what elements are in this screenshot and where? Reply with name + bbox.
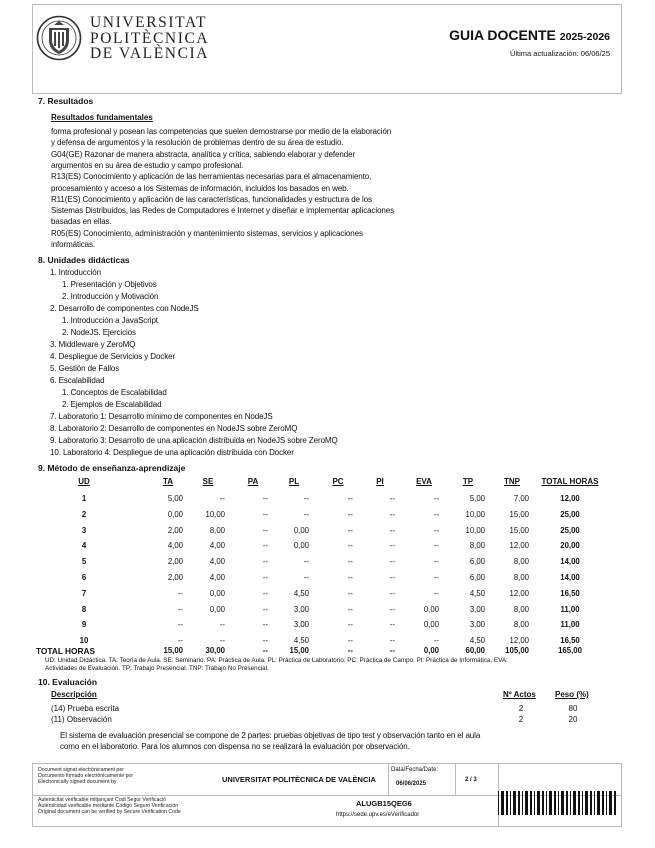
unit-item: 9. Laboratorio 3: Desarrollo de una aplicación distribuida en NodeJS sobre ZeroMQ (50, 436, 338, 445)
unit-item: 8. Laboratorio 2: Desarrollo de componentes en NodeJS sobre ZeroMQ (50, 424, 298, 433)
barcode-bar (506, 791, 508, 815)
method-cell: 2,00 (167, 557, 183, 567)
method-total-cell: 60,00 (465, 646, 485, 655)
method-cell: -- (262, 557, 268, 567)
method-total-cell: 165,00 (558, 646, 582, 655)
method-cell: 8,00 (469, 541, 485, 551)
section-heading-units: 8. Unidades didácticas (38, 255, 130, 265)
footer-verification-code: ALUGB15QEG6 (356, 799, 412, 808)
unit-item: 4. Despliegue de Servicios y Docker (50, 352, 176, 361)
unit-item: 2. Introducción y Motivación (62, 292, 159, 301)
method-cell: -- (303, 557, 309, 567)
method-cell: -- (347, 557, 353, 567)
method-cell: -- (347, 620, 353, 630)
footer-divider (388, 764, 389, 795)
method-cell: -- (177, 604, 183, 614)
method-total-cell: 15,00 (163, 646, 183, 655)
method-cell: -- (219, 620, 225, 630)
method-cell: -- (262, 620, 268, 630)
barcode-bar (522, 791, 523, 815)
barcode-bar (578, 791, 580, 815)
method-cell: 4,00 (209, 541, 225, 551)
evaluation-col-description: Descripción (51, 690, 97, 699)
method-cell: 2 (81, 509, 87, 519)
barcode-bar (597, 791, 600, 815)
results-line: basadas en ellas. (51, 217, 112, 227)
footer-verify-line: Autenticidad verificable mediante Código Seguro Verificación (38, 803, 179, 809)
method-cell: 3,00 (293, 620, 309, 630)
footer-signed-line: Document signat electrònicament per (38, 767, 124, 773)
barcode-bar (614, 791, 616, 815)
method-cell: 7 (81, 588, 87, 598)
method-cell: -- (389, 573, 395, 582)
evaluation-row-acts: 2 (518, 715, 524, 724)
evaluation-note-line-1: El sistema de evaluación presencial se compone de 2 partes: pruebas objetivas de tipo test y observación tanto en el aula (60, 731, 481, 740)
barcode-bar (594, 791, 595, 815)
unit-item: 2. Ejemplos de Escalabilidad (62, 400, 162, 409)
footer-verify-line: Autenticitat verificable mitjançant Codi Segur Verificació (38, 797, 167, 803)
method-legend-line-2: Actividades de Evaluación. TP: Trabajo Presencial. TNP: Trabajo No Presencial. (45, 665, 269, 672)
method-cell: 15,00 (509, 525, 529, 535)
footer-barcode-top (504, 771, 614, 785)
method-cell: 10,00 (205, 509, 225, 519)
academic-year: 2025-2026 (559, 31, 610, 43)
method-cell: 0,00 (423, 604, 439, 614)
method-cell: 2,00 (167, 573, 183, 582)
section-heading-method: 9. Método de enseñanza-aprendizaje (38, 463, 186, 473)
section-heading-evaluation: 10. Evaluación (38, 677, 98, 687)
barcode-bar (518, 791, 520, 815)
barcode-bar (585, 791, 588, 815)
barcode-bar (501, 791, 504, 815)
method-cell: 8,00 (513, 604, 529, 614)
method-cell: -- (389, 604, 395, 614)
unit-item: 3. Middleware y ZeroMQ (50, 340, 136, 349)
results-line: y defensa de argumentos y la resolución de problemas dentro de su área de estudio. (51, 138, 344, 148)
method-cell: 10,00 (465, 509, 485, 519)
evaluation-col-weight: Peso (%) (555, 690, 589, 699)
method-cell: -- (177, 636, 183, 646)
footer-signed-line: Electronically signed document by (38, 779, 117, 785)
method-cell: 4,50 (293, 588, 309, 598)
method-cell: 16,50 (560, 636, 580, 646)
method-cell: -- (262, 509, 268, 519)
method-cell: -- (262, 573, 268, 582)
method-cell: -- (347, 604, 353, 614)
university-line-2: POLITÈCNICA (90, 29, 210, 47)
section-heading-results: 7. Resultados (38, 96, 94, 106)
method-cell: 4,50 (469, 636, 485, 646)
evaluation-note-line-2: como en el laboratorio. Para los alumnos con dispensa no se realizará la evaluación por observación. (60, 742, 410, 751)
university-line-1: UNIVERSITAT (90, 14, 208, 31)
method-cell: 5 (81, 557, 87, 567)
method-cell: 25,00 (560, 509, 580, 519)
method-cell: -- (347, 636, 353, 646)
method-cell: 11,00 (560, 620, 580, 630)
method-cell: -- (389, 588, 395, 598)
method-cell: -- (433, 588, 439, 598)
unit-item: 7. Laboratorio 1: Desarrollo mínimo de componentes en NodeJS (50, 412, 273, 421)
barcode-bar (609, 791, 612, 815)
results-subheading: Resultados fundamentales (51, 113, 153, 122)
footer-page-number: 2 / 3 (465, 777, 477, 783)
method-cell: 16,50 (560, 588, 580, 598)
method-cell: -- (347, 525, 353, 535)
footer-signed-text (38, 767, 133, 785)
method-cell: -- (433, 525, 439, 535)
footer-verify-line: Original document can be verified by Secure Verification Code (38, 809, 181, 815)
last-update: Última actualización: 06/06/25 (509, 49, 610, 58)
method-cell: 0,00 (167, 509, 183, 519)
method-cell: 3,00 (293, 604, 309, 614)
barcode-bar (561, 791, 564, 815)
unit-item: 2. Desarrollo de componentes con NodeJS (50, 304, 199, 313)
method-cell: 11,00 (560, 604, 580, 614)
method-col-header: TA (162, 477, 174, 486)
method-col-header: TOTAL HORAS (541, 477, 599, 486)
method-cell: -- (433, 509, 439, 519)
method-col-header: PI (376, 477, 384, 486)
method-cell: 10 (79, 636, 89, 646)
footer-divider (455, 764, 456, 795)
method-cell: -- (347, 588, 353, 598)
method-cell: -- (347, 509, 353, 519)
results-line: R11(ES) Conocimiento y aplicación de las características, funcionalidades y estructura de los (51, 194, 372, 204)
footer-barcode (498, 791, 618, 815)
barcode-bar (513, 791, 516, 815)
barcode-bar (546, 791, 547, 815)
method-total-cell: -- (389, 646, 395, 655)
method-col-header: UD (78, 477, 90, 486)
method-total-cell: 0,00 (423, 646, 439, 655)
method-cell: -- (262, 541, 268, 551)
method-cell: 6,00 (469, 573, 485, 582)
barcode-bar (606, 791, 607, 815)
method-cell: 12,00 (509, 636, 529, 646)
barcode-bar (525, 791, 528, 815)
document-title-text: GUIA DOCENTE (449, 27, 556, 43)
method-cell: -- (347, 573, 353, 582)
method-cell: 4,00 (209, 573, 225, 582)
evaluation-row-weight: 80 (568, 704, 578, 713)
unit-item: 1. Introducción a JavaScript (62, 316, 158, 325)
method-cell: 2,00 (167, 525, 183, 535)
results-line: R05(ES) Conocimiento, administración y mantenimiento sistemas, servicios y aplicaciones (51, 228, 363, 238)
method-cell: -- (262, 636, 268, 646)
method-cell: 9 (81, 620, 87, 630)
results-line: procesamiento y acceso a los Sistemas de información, incluidos los basados en web. (51, 183, 349, 193)
method-cell: 20,00 (560, 541, 580, 551)
document-title (449, 27, 610, 43)
method-cell: -- (303, 494, 309, 503)
method-cell: 8 (81, 604, 87, 614)
method-cell: 4,00 (167, 541, 183, 551)
method-cell: -- (389, 525, 395, 535)
method-cell: 3,00 (469, 620, 485, 630)
method-cell: 3 (81, 525, 87, 535)
method-cell: 12,00 (509, 541, 529, 551)
method-total-cell: 105,00 (505, 646, 529, 655)
method-cell: -- (262, 494, 268, 503)
barcode-bar (534, 791, 535, 815)
method-cell: 12,00 (509, 588, 529, 598)
evaluation-row-weight: 20 (568, 715, 578, 724)
method-col-header: TP (462, 477, 474, 486)
method-cell: 6 (81, 573, 87, 582)
results-line: argumentos en su área de estudio y campo profesional. (51, 160, 244, 170)
method-cell: -- (389, 557, 395, 567)
barcode-bar (590, 791, 592, 815)
method-cell: -- (303, 509, 309, 519)
method-total-cell: -- (347, 646, 353, 655)
method-cell: -- (389, 541, 395, 551)
footer-date: 06/06/2025 (396, 781, 427, 787)
method-cell: -- (177, 620, 183, 630)
barcode-bar (542, 791, 544, 815)
university-line-3: DE VALÈNCIA (90, 45, 210, 62)
method-cell: -- (389, 636, 395, 646)
method-cell: -- (347, 494, 353, 503)
method-cell: 8,00 (513, 573, 529, 582)
method-cell: -- (433, 573, 439, 582)
footer-signed-line: Documento firmado electrónicamente por (38, 773, 134, 779)
method-total-cell: 30,00 (205, 646, 225, 655)
method-col-header: TNP (504, 477, 520, 486)
method-cell: -- (433, 541, 439, 551)
method-total-cell: 15,00 (289, 646, 309, 655)
method-col-header: PA (247, 477, 259, 486)
method-cell: 10,00 (465, 525, 485, 535)
method-col-header: SE (202, 477, 214, 486)
method-total-cell: TOTAL HORAS (36, 646, 96, 656)
barcode-bar (566, 791, 568, 815)
method-cell: 6,00 (469, 557, 485, 567)
method-cell: 4,50 (293, 636, 309, 646)
method-cell: -- (303, 573, 309, 582)
evaluation-row-description: (14) Prueba escrita (51, 704, 120, 713)
method-col-header: EVA (416, 477, 432, 486)
unit-item: 2. NodeJS. Ejercicios (62, 328, 136, 337)
barcode-bar (498, 791, 499, 815)
method-cell: -- (177, 588, 183, 598)
unit-item: 1. Conceptos de Escalabilidad (62, 388, 167, 397)
method-col-header: PC (332, 477, 344, 486)
footer-signer: UNIVERSITAT POLITÈCNICA DE VALÈNCIA (222, 775, 376, 784)
unit-item: 10. Laboratorio 4: Despliegue de una aplicación distribuida con Docker (50, 448, 294, 457)
method-cell: -- (433, 557, 439, 567)
method-cell: 4,50 (469, 588, 485, 598)
method-cell: 3,00 (469, 604, 485, 614)
barcode-bar (554, 791, 556, 815)
barcode-bar (510, 791, 511, 815)
method-cell: 5,00 (167, 494, 183, 503)
method-cell: 0,00 (293, 525, 309, 535)
method-cell: 7,00 (513, 494, 529, 503)
method-cell: -- (262, 604, 268, 614)
method-cell: -- (389, 620, 395, 630)
method-cell: 25,00 (560, 525, 580, 535)
method-cell: 15,00 (509, 509, 529, 519)
method-col-header: PL (288, 477, 300, 486)
method-cell: 0,00 (293, 541, 309, 551)
method-cell: 8,00 (209, 525, 225, 535)
method-cell: -- (262, 588, 268, 598)
unit-item: 5. Gestión de Fallos (50, 364, 120, 373)
method-cell: 12,00 (560, 494, 580, 503)
barcode-bar (582, 791, 583, 815)
method-cell: -- (433, 636, 439, 646)
method-legend-line-1: UD: Unidad Didáctica. TA: Teoría de Aula. SE: Seminario. PA: Práctica de Aula. PL: Práctica de Laboratorio. PC: Práctica de Campo. PI: Práctica de Informática. EVA: (45, 657, 508, 664)
university-seal-icon (36, 14, 82, 62)
method-cell: 4 (81, 541, 87, 551)
barcode-bar (602, 791, 604, 815)
method-cell: -- (433, 494, 439, 503)
unit-item: 1. Introducción (50, 268, 101, 277)
barcode-bar (573, 791, 576, 815)
method-cell: 5,00 (469, 494, 485, 503)
unit-item: 1. Presentación y Objetivos (62, 280, 157, 289)
method-cell: -- (389, 509, 395, 519)
barcode-bar (530, 791, 532, 815)
unit-item: 6. Escalabilidad (50, 376, 105, 385)
method-cell: 1 (81, 494, 87, 503)
method-cell: 14,00 (560, 573, 580, 582)
method-cell: -- (389, 494, 395, 503)
method-cell: 0,00 (209, 588, 225, 598)
results-line: G04(GE) Razonar de manera abstracta, analítica y crítica, sabiendo elaborar y defender (51, 149, 356, 159)
method-cell: 4,00 (209, 557, 225, 567)
footer-date-label: Data/Fecha/Date: (391, 767, 439, 773)
method-cell: 14,00 (560, 557, 580, 567)
evaluation-row-description: (11) Observación (51, 715, 112, 724)
results-line: R13(ES) Conocimiento y aplicación de las herramientas necesarias para el almacenamiento, (51, 172, 372, 182)
method-cell: -- (219, 494, 225, 503)
university-name (90, 15, 209, 62)
results-line: informáticas. (51, 240, 96, 249)
method-cell: 8,00 (513, 557, 529, 567)
method-cell: -- (262, 525, 268, 535)
method-cell: -- (347, 541, 353, 551)
barcode-bar (549, 791, 552, 815)
evaluation-row-acts: 2 (518, 704, 524, 713)
method-cell: -- (219, 636, 225, 646)
method-cell: 8,00 (513, 620, 529, 630)
evaluation-col-acts: Nº Actos (503, 690, 536, 699)
barcode-bar (558, 791, 559, 815)
results-line: Sistemas Distribuidos, las Redes de Computadores e Internet y diseñar e implementar aplicaciones (51, 206, 395, 216)
method-cell: 0,00 (209, 604, 225, 614)
method-cell: 0,00 (423, 620, 439, 630)
barcode-bar (570, 791, 571, 815)
method-total-cell: -- (262, 646, 268, 655)
footer-verification-url[interactable]: https://sede.upv.es/eVerificador (336, 812, 420, 818)
footer-verify-text (38, 797, 181, 815)
results-line: forma profesional y posean las competencias que suelen demostrarse por medio de la elaboración (51, 127, 392, 136)
barcode-bar (537, 791, 540, 815)
